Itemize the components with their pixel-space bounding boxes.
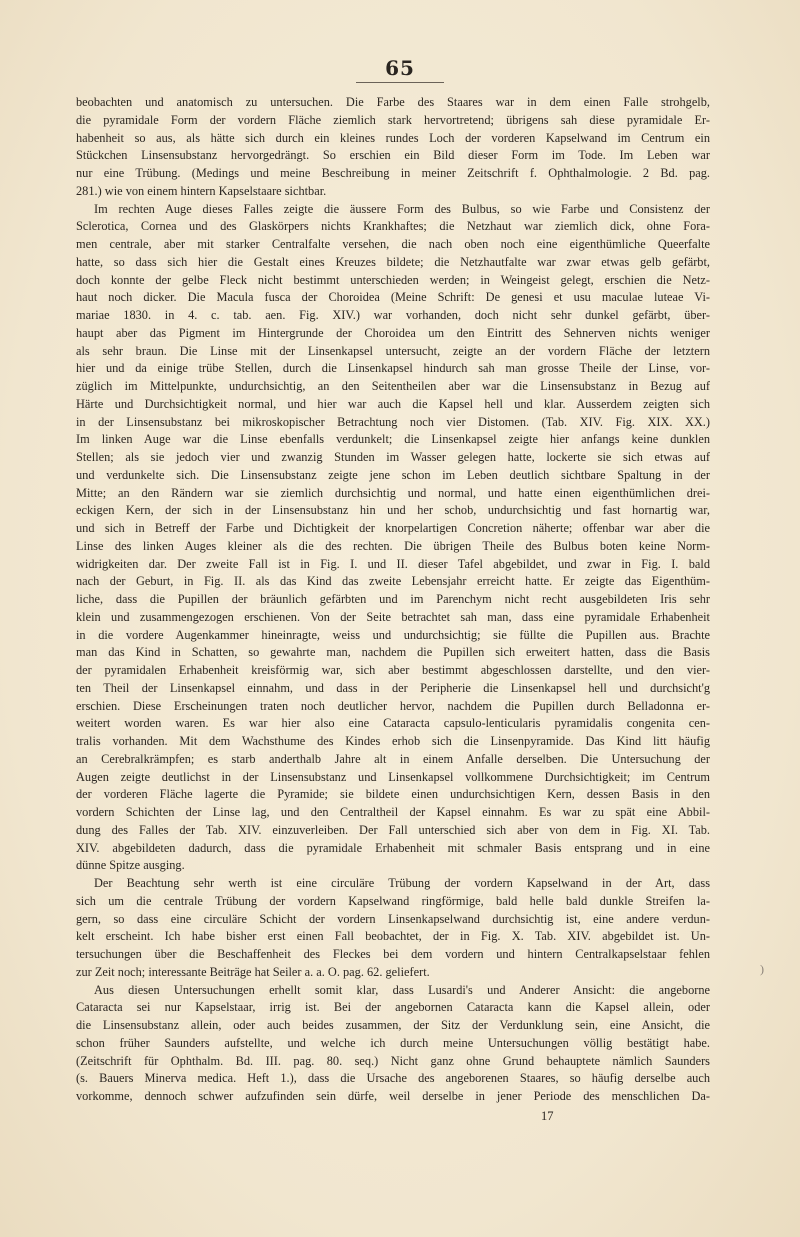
- text-line: klein und zusammengezogen erschienen. Von der Seite betrachtet sah man, dass eine pyramidale Erhabenheit: [76, 609, 710, 624]
- text-line: Augen zeigte deutlichst in der Linsensubstanz und Linsenkapsel vollkommene Durchsichtigkeit; im Centrum: [76, 769, 710, 784]
- text-line: eckigen Kern, der sich in der Linsensubstanz hin und her schob, undurchsichtig und fast hornartig war,: [76, 503, 710, 518]
- text-line: der vorderen Fläche lagerte die Pyramide; sie bildete einen undurchsichtigen Kern, dessen Basis in den: [76, 787, 710, 802]
- text-line: haupt aber das Pigment im Hintergrunde der Choroidea um den Eintritt des Sehnerven nichts weniger: [76, 325, 710, 340]
- text-line: schon früher Saunders aufstellte, und welche ich durch meine Untersuchungen völlig bestätigt habe.: [76, 1035, 710, 1050]
- margin-mark: ): [760, 962, 764, 976]
- text-line: dung des Falles der Tab. XIV. einzuverleiben. Der Fall unterschied sich aber von dem in Fig. XI. Tab.: [76, 822, 710, 837]
- text-line: Cataracta sei nur Kapselstaar, irrig ist. Bei der angebornen Cataracta kann die Kapsel allein, oder: [76, 1000, 710, 1015]
- text-line: nach der Geburt, in Fig. II. als das Kind das zweite Lebensjahr erreicht hatte. Er zeigte das Eigenthüm-: [76, 574, 710, 589]
- text-line: in der Linsensubstanz bei mikroskopischer Betrachtung noch vier Distomen. (Tab. XIV. Fig. XIX. XX.): [76, 414, 710, 429]
- text-line: men centrale, aber mit starker Centralfalte versehen, die nach oben noch eine eigenthümliche Queerfalte: [76, 237, 710, 251]
- text-line: widrigkeiten dar. Der zweite Fall ist in Fig. I. und II. dieser Tafel abgebildet, und zwar in Fig. I. bald: [76, 556, 710, 571]
- text-line: dünne Spitze ausging.: [76, 858, 185, 873]
- text-line: gern, so dass eine circuläre Schicht der vordern Linsenkapselwand durchsichtig ist, eine andere verdun-: [76, 911, 710, 926]
- text-line: Im rechten Auge dieses Falles zeigte die äussere Form des Bulbus, so wie Farbe und Consistenz der: [94, 201, 710, 216]
- body-text: [76, 94, 710, 1106]
- text-line: und sich in Betreff der Farbe und Dichtigkeit der knorpelartigen Concretion näherte; offenbar war aber die: [76, 521, 710, 535]
- text-line: nur eine Trübung. (Medings und meine Beschreibung in meiner Zeitschrift f. Ophthalmologie. 2 Bd. pag.: [76, 166, 710, 180]
- text-line: liche, dass die Pupillen der bräunlich gefärbten und im Parenchym nicht recht ausgebildeten Iris sehr: [76, 592, 710, 606]
- text-line: sich um die centrale Trübung der vordern Kapselwand ringförmige, bald helle bald dunkle Streifen la-: [76, 893, 710, 908]
- text-line: Stellen; als sie jedoch vier und zwanzig Stunden im Wasser gelegen hatte, lockerte sie sich etwas auf: [76, 450, 710, 464]
- text-line: Im linken Auge war die Linse ebenfalls verdunkelt; die Linsenkapsel zeigte hier anfangs keine dunklen: [76, 432, 710, 447]
- text-line: man das Kind in Schatten, so gewahrte man, nachdem die Pupillen sich erweitert hatten, dass die Basis: [76, 645, 710, 660]
- text-line: hatte, so dass sich hier die Gestalt eines Kreuzes bildete; die Netzhautfalte war zwar etwas gelb gefärbt,: [76, 254, 710, 269]
- header-rule: [356, 82, 444, 83]
- text-line: in die vordere Augenkammer hineinragte, weiss und undurchsichtig; sie füllte die Pupillen aus. Brachte: [76, 627, 710, 642]
- text-line: 281.) wie von einem hintern Kapselstaare sichtbar.: [76, 183, 327, 198]
- text-line: tralis vorhanden. Mit dem Wachsthume des Kindes erhob sich die Linsenpyramide. Das Kind litt häufig: [76, 734, 710, 748]
- text-line: ten Theil der Linsenkapsel einnahm, und dass in der Peripherie die Linsenkapsel hell und durchsicht'g: [76, 680, 710, 695]
- signature-mark: 17: [541, 1109, 554, 1123]
- text-line: züglich im Mittelpunkte, undurchsichtig, an den Seitentheilen aber war die Linsensubstanz in Bezug auf: [76, 379, 710, 393]
- text-line: und verdunkelte sich. Die Linsensubstanz zeigte jene schon im Leben deutlich sichtbare Spaltung in der: [76, 467, 710, 482]
- text-line: der pyramidalen Erhabenheit kreisförmig war, sich aber bestimmt abgeschlossen darstellte, und den vier-: [76, 663, 710, 677]
- text-line: mariae 1830. in 4. c. tab. aen. Fig. XIV.) war vorhanden, doch nicht sehr dunkel gefärbt, über-: [76, 308, 710, 322]
- text-line: die pyramidale Form der vordern Fläche ziemlich stark hervortretend; übrigens sah diese pyramidale Er-: [76, 112, 710, 127]
- text-line: habenheit so aus, als hätte sich durch ein kleines rundes Loch der vorderen Kapselwand im Centrum ein: [76, 130, 710, 145]
- text-line: tersuchungen über die Beschaffenheit des Fleckes bei dem vordern und hintern Centralkapselstaar fehlen: [76, 947, 710, 961]
- text-line: beobachten und anatomisch zu untersuchen. Die Farbe des Staares war in dem einen Falle strohgelb,: [76, 95, 710, 109]
- text-line: Sclerotica, Cornea und des Glaskörpers nichts Krankhaftes; die Netzhaut war ziemlich dick, ohne Fora-: [76, 219, 710, 234]
- page-number: 65: [385, 56, 415, 80]
- text-line: Linse des linken Auges kleiner als die des rechten. Die übrigen Theile des Bulbus boten keine Norm-: [76, 538, 710, 553]
- text-line: vorkomme, dennoch schwer aufzufinden sein dürfe, weil derselbe in jener Periode des menschlichen Da-: [76, 1089, 710, 1103]
- text-line: kelt erscheint. Ich habe bisher erst einen Fall beobachtet, der in Fig. X. Tab. XIV. abgebildet ist. Un-: [76, 929, 710, 944]
- text-line: zur Zeit noch; interessante Beiträge hat Seiler a. a. O. pag. 62. geliefert.: [76, 964, 430, 979]
- text-line: Aus diesen Untersuchungen erhellt somit klar, dass Lusardi's und Anderer Ansicht: die angeborne: [94, 982, 710, 997]
- text-line: erschien. Diese Erscheinungen traten noch deutlicher hervor, nachdem die Pupillen durch Belladonna er-: [76, 698, 710, 713]
- text-line: XIV. abgebildeten dadurch, dass die pyramidale Erhabenheit mit schmaler Basis entsprang und in eine: [76, 840, 710, 855]
- text-line: (s. Bauers Minerva medica. Heft 1.), dass die Ursache des angeborenen Staares, so häufig derselbe auch: [76, 1071, 710, 1086]
- text-line: als sehr braun. Die Linse mit der Linsenkapsel untersucht, zeigte an der vordern Fläche der letztern: [76, 343, 710, 358]
- text-line: (Zeitschrift für Ophthalm. Bd. III. pag. 80. seq.) Nicht ganz ohne Grund behauptete nämlich Saunders: [76, 1053, 710, 1068]
- text-line: an Cerebralkrämpfen; es starb anderthalb Jahre alt in einem Anfalle derselben. Die Untersuchung der: [76, 751, 710, 766]
- text-line: vordern Schichten der Linse lag, und den Centraltheil der Kapsel einnahm. Es war zu spät eine Abbil-: [76, 805, 710, 819]
- text-line: Härte und Durchsichtigkeit normal, und hier war auch die Kapsel hell und klar. Ausserdem zeigten sich: [76, 396, 710, 411]
- text-line: hier und da einige trübe Stellen, durch die Linsenkapsel hindurch sah man grosse Theile der Linse, vor-: [76, 361, 710, 376]
- text-line: doch konnte der gelbe Fleck nicht bestimmt unterschieden werden; in Weingeist gelegt, erschien die Netz-: [76, 272, 710, 287]
- text-line: haut noch dicker. Die Macula fusca der Choroidea (Meine Schrift: De genesi et usu maculae luteae Vi-: [76, 290, 710, 305]
- text-line: die Linsensubstanz allein, oder auch beides zusammen, der Sitz der Verdunklung sein, eine Ansicht, die: [76, 1018, 710, 1032]
- text-line: Der Beachtung sehr werth ist eine circuläre Trübung der vordern Kapselwand in der Art, dass: [94, 876, 710, 890]
- text-line: weitert worden waren. Es war hier also eine Cataracta capsulo-lenticularis pyramidalis congenita cen-: [76, 716, 710, 731]
- text-line: Mitte; an den Rändern war sie ziemlich durchsichtig und normal, und hatte einen eigenthümlichen drei-: [76, 485, 710, 500]
- text-line: Stückchen Linsensubstanz hervorgedrängt. So erschien ein Bild dieser Form im Tode. Im Leben war: [76, 148, 710, 163]
